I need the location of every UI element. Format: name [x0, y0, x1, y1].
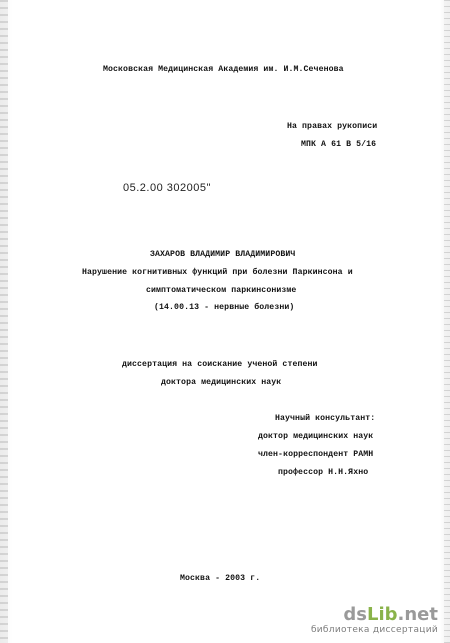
dissertation-title-line-2: симптоматическом паркинсонизме	[146, 286, 297, 295]
specialty-code: (14.00.13 - нервные болезни)	[154, 303, 295, 312]
author-name: ЗАХАРОВ ВЛАДИМИР ВЛАДИМИРОВИЧ	[150, 250, 296, 259]
place-and-year: Москва - 2003 г.	[180, 574, 261, 583]
consultant-degree: доктор медицинских наук	[258, 432, 374, 441]
degree-line-2: доктора медицинских наук	[161, 378, 282, 387]
registration-stamp: 05.2.00 302005"	[123, 182, 211, 194]
manuscript-rights: На правах рукописи	[287, 122, 378, 131]
dslib-caption: библиотека диссертаций	[310, 625, 438, 635]
consultant-heading: Научный консультант:	[275, 414, 376, 423]
consultant-name: профессор Н.Н.Яхно	[278, 468, 369, 477]
consultant-title: член-корреспондент РАМН	[258, 450, 374, 459]
scan-edge-left	[0, 0, 8, 643]
scan-edge-right	[444, 0, 450, 643]
dissertation-title-line-1: Нарушение когнитивных функций при болезни Паркинсона и	[82, 268, 353, 277]
degree-line-1: диссертация на соискание ученой степени	[122, 360, 318, 369]
dslib-logo: dsLib.net	[343, 604, 438, 625]
institution-name: Московская Медицинская Академия им. И.М.Сеченова	[103, 65, 344, 74]
classification-code: МПК А 61 В 5/16	[301, 140, 377, 149]
dslib-watermark	[311, 606, 438, 635]
